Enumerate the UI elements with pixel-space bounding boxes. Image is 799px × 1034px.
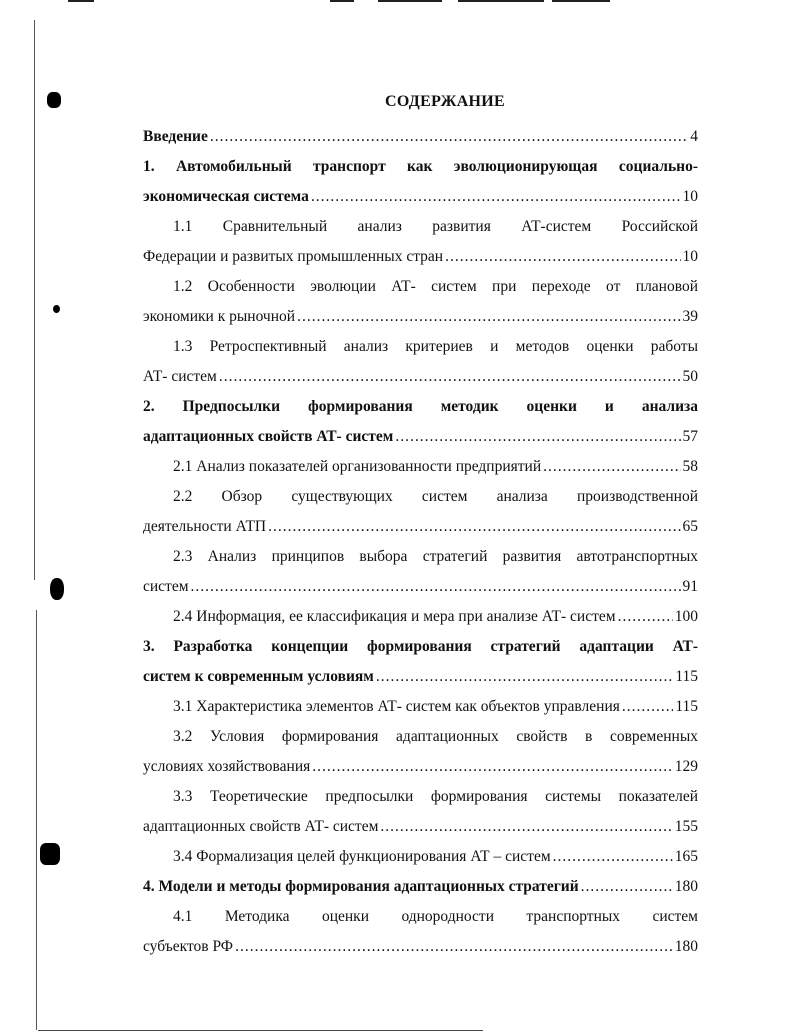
dot-leader <box>622 692 673 722</box>
toc-entry <box>143 902 698 962</box>
toc-entry-line <box>143 872 698 902</box>
toc-page-number: 57 <box>682 428 698 445</box>
toc-entry-text: Федерации и развитых промышленных стран <box>143 248 444 265</box>
punch-hole-mark <box>50 578 64 600</box>
scan-artifact-line <box>68 0 94 2</box>
toc-entry-text: 2.3 Анализ принципов выбора стратегий развития автотранспортных <box>173 548 698 565</box>
toc-entry-line <box>143 692 698 722</box>
toc-entry-text: 4. Модели и методы формирования адаптационных стратегий <box>143 878 579 895</box>
toc-entry-text: АТ- систем <box>143 368 217 385</box>
toc-entry-text: 4.1 Методика оценки однородности транспортных систем <box>173 908 698 925</box>
toc-entry-line <box>143 422 698 452</box>
dot-leader <box>553 842 673 872</box>
toc-entry <box>143 692 698 722</box>
punch-hole-mark <box>40 843 60 865</box>
toc-entry-text: 3.4 Формализация целей функционирования АТ – систем <box>173 848 551 865</box>
toc-entry-line <box>143 182 698 212</box>
toc-page-number: 165 <box>674 848 698 865</box>
toc-page-number: 50 <box>682 368 698 385</box>
toc-entry-text: экономики к рыночной <box>143 308 296 325</box>
dot-leader <box>297 302 680 332</box>
dot-leader <box>311 182 681 212</box>
toc-entry <box>143 842 698 872</box>
toc-entry-text: 1. Автомобильный транспорт как эволюционирующая социально- <box>143 158 698 175</box>
toc-entry-line <box>143 452 698 482</box>
toc-page-number: 115 <box>675 668 698 685</box>
toc-entry <box>143 542 698 602</box>
toc-page-number: 100 <box>674 608 698 625</box>
page-title: СОДЕРЖАНИЕ <box>384 93 506 110</box>
toc-entry-text: адаптационных свойств АТ- систем <box>143 818 379 835</box>
toc-entry-text: субъектов РФ <box>143 938 234 955</box>
toc-entry-line <box>143 752 698 782</box>
toc-entry-text: адаптационных свойств АТ- систем <box>143 428 394 445</box>
toc-entry-line <box>143 602 698 632</box>
toc-entry <box>143 152 698 212</box>
toc-entry-text: 2.4 Информация, ее классификация и мера при анализе АТ- систем <box>173 608 616 625</box>
toc-page-number: 58 <box>682 458 698 475</box>
toc-page-number: 10 <box>682 248 698 265</box>
toc-entry-line <box>143 242 698 272</box>
toc-page-number: 4 <box>690 128 698 145</box>
dot-leader <box>268 512 680 542</box>
toc-entry-text: 1.3 Ретроспективный анализ критериев и методов оценки работы <box>173 338 698 355</box>
toc-entry <box>143 872 698 902</box>
toc-entry-text: 2. Предпосылки формирования методик оценки и анализа <box>143 398 698 415</box>
toc-page-number: 91 <box>682 578 698 595</box>
toc-entry-text: 1.2 Особенности эволюции АТ- систем при переходе от плановой <box>173 278 698 295</box>
toc-entry <box>143 632 698 692</box>
scan-artifact-line <box>38 1030 483 1031</box>
toc-entry-text: 3. Разработка концепции формирования стратегий адаптации АТ- <box>143 638 698 655</box>
toc-entry <box>143 452 698 482</box>
toc-entry-line <box>143 572 698 602</box>
toc-entry <box>143 722 698 782</box>
dot-leader <box>191 572 681 602</box>
toc-entry-text: 2.1 Анализ показателей организованности предприятий <box>173 458 542 475</box>
dot-leader <box>395 422 680 452</box>
toc-page-number: 180 <box>674 878 698 895</box>
toc-entry-text: 3.2 Условия формирования адаптационных свойств в современных <box>173 728 698 745</box>
scan-artifact-line <box>458 0 544 2</box>
toc-entry-text: 2.2 Обзор существующих систем анализа производственной <box>173 488 698 505</box>
dot-leader <box>376 662 673 692</box>
toc-page-number: 155 <box>674 818 698 835</box>
scan-artifact-line <box>552 0 610 2</box>
toc-page-number: 129 <box>674 758 698 775</box>
toc-page-number: 39 <box>682 308 698 325</box>
toc-entry-line <box>143 362 698 392</box>
toc-entry-line <box>143 812 698 842</box>
scan-artifact-line <box>378 0 442 2</box>
dot-leader <box>210 122 688 152</box>
toc-entry-line <box>143 512 698 542</box>
toc-entry-text: Введение <box>143 128 208 145</box>
toc-entry-text: экономическая система <box>143 188 309 205</box>
toc-entry-text: систем к современным условиям <box>143 668 374 685</box>
dot-leader <box>581 872 673 902</box>
toc-page-number: 115 <box>675 698 698 715</box>
toc-entry-line <box>143 842 698 872</box>
toc-entry <box>143 212 698 272</box>
toc-entry <box>143 392 698 452</box>
dot-leader <box>618 602 673 632</box>
toc-entry-text: деятельности АТП <box>143 518 267 535</box>
toc-entry <box>143 332 698 392</box>
toc-entry <box>143 602 698 632</box>
toc-entry-text: 3.3 Теоретические предпосылки формирования системы показателей <box>173 788 698 805</box>
toc-entry <box>143 482 698 542</box>
toc-entry-line <box>143 122 698 152</box>
toc-entry <box>143 782 698 842</box>
toc-entry <box>143 122 698 152</box>
dot-leader <box>312 752 672 782</box>
scan-artifact-margin <box>36 610 37 1030</box>
toc-page-number: 65 <box>682 518 698 535</box>
toc-entry-text: 1.1 Сравнительный анализ развития АТ-систем Российской <box>173 218 698 235</box>
toc-entry-line <box>143 662 698 692</box>
toc-entry-text: условиях хозяйствования <box>143 758 311 775</box>
dot-leader <box>235 932 673 962</box>
scan-artifact-line <box>330 0 354 2</box>
dot-leader <box>380 812 672 842</box>
toc-entry-text: систем <box>143 578 189 595</box>
toc-entry-text: 3.1 Характеристика элементов АТ- систем как объектов управления <box>173 698 620 715</box>
toc-entry-line <box>143 932 698 962</box>
toc-page-number: 180 <box>674 938 698 955</box>
dot-leader <box>219 362 681 392</box>
toc-entry <box>143 272 698 332</box>
toc-entry-line <box>143 302 698 332</box>
punch-hole-mark <box>53 305 60 313</box>
toc-page-number: 10 <box>682 188 698 205</box>
dot-leader <box>445 242 680 272</box>
dot-leader <box>543 452 680 482</box>
